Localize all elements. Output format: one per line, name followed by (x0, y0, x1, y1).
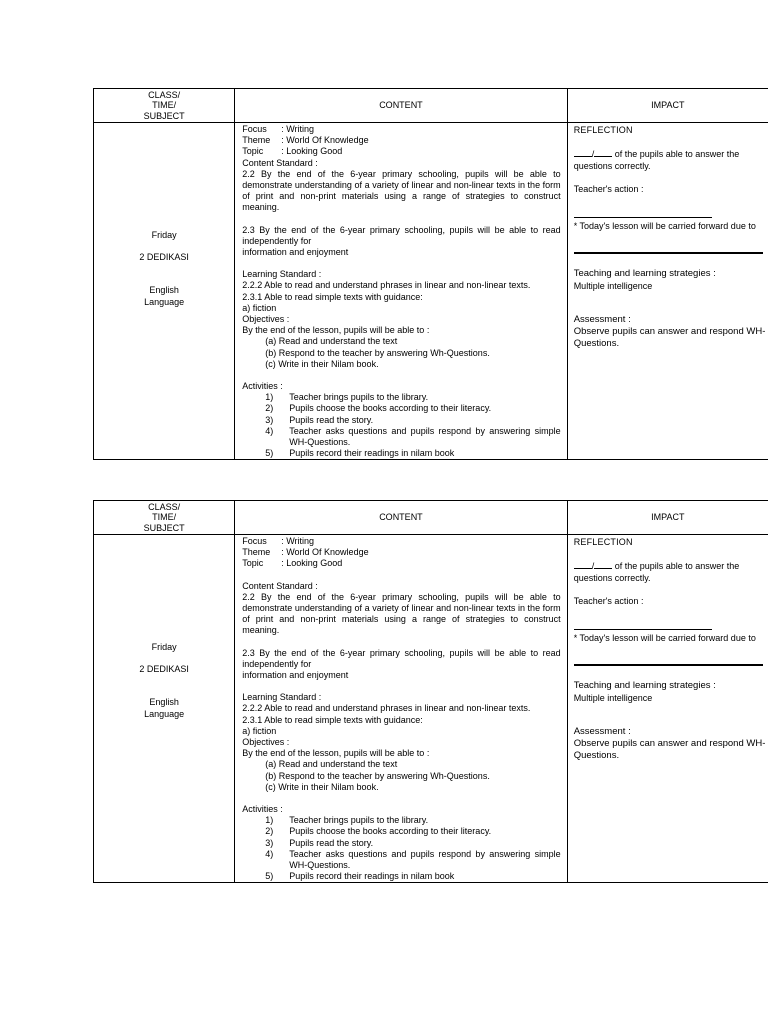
header-impact: IMPACT (567, 89, 768, 123)
activities-list (242, 392, 560, 459)
subject-line1: English (149, 285, 179, 296)
content-standard-2-3: 2.3 By the end of the 6-year primary schooling, pupils will be able to read independently for (242, 647, 561, 669)
objectives-label: Objectives : (242, 314, 290, 325)
learning-standard-fiction: a) fiction (242, 302, 277, 313)
activity-item (265, 826, 560, 837)
activity-item (265, 838, 560, 849)
activity-number: 3) (265, 414, 274, 425)
header-subject-label: SUBJECT (143, 522, 185, 533)
table-header-row (94, 89, 768, 123)
objective-a: (a) Read and understand the text (265, 759, 398, 770)
tls-value: Multiple intelligence (573, 281, 653, 291)
content-cell (235, 535, 567, 883)
tls-label: Teaching and learning strategies : (573, 268, 716, 279)
activity-item (265, 871, 560, 882)
header-time-label: TIME/ (152, 100, 177, 111)
focus-value: : Writing (281, 536, 315, 546)
lesson-plan-table-2 (93, 500, 768, 883)
tls-value: Multiple intelligence (573, 693, 653, 703)
theme-value: : World Of Knowledge (281, 547, 369, 558)
activity-item (265, 815, 560, 826)
theme-key: Theme (242, 135, 271, 146)
focus-key: Focus (242, 124, 267, 134)
impact-cell (567, 535, 768, 883)
objective-b: (b) Respond to the teacher by answering Wh-Questions. (265, 770, 490, 781)
focus-row (242, 124, 560, 135)
learning-standard-2-2-2: 2.2.2 Able to read and understand phrases in linear and non-linear texts. (242, 280, 531, 291)
assessment-label: Assessment : (573, 726, 631, 737)
header-class-time-subject (94, 501, 235, 535)
content-standard-2-2: 2.2 By the end of the 6-year primary schooling, pupils will be able to demonstrate understanding of a variety of linear and non-linear texts in the form of print and non-print materials using a range of strategies to construct meaning. (242, 591, 561, 636)
carried-forward-line[interactable] (574, 664, 763, 666)
topic-key: Topic (242, 558, 264, 569)
subject-line2: Language (144, 708, 185, 719)
objectives-label: Objectives : (242, 737, 290, 748)
teachers-action-label: Teacher's action : (573, 596, 644, 606)
header-content: CONTENT (235, 501, 567, 535)
activity-text: Teacher asks questions and pupils respond by answering simple WH-Questions. (289, 425, 561, 448)
activity-number: 1) (265, 392, 274, 403)
class-name-text: 2 DEDIKASI (139, 664, 189, 675)
activity-number: 2) (265, 403, 274, 414)
activity-number: 1) (265, 815, 274, 826)
fraction-text: / of the pupils able to answer the questions correctly. (573, 149, 740, 171)
activity-number: 3) (265, 837, 274, 848)
subject-line1: English (149, 697, 179, 708)
objectives-intro: By the end of the lesson, pupils will be able to : (242, 748, 430, 759)
activities-label: Activities : (242, 804, 283, 815)
content-standard-2-3-cont: information and enjoyment (242, 670, 349, 681)
carried-forward-line[interactable] (574, 252, 763, 254)
header-time-label: TIME/ (152, 512, 177, 523)
lesson-plan-table-1 (93, 88, 768, 460)
content-standard-label: Content Standard : (242, 580, 318, 591)
activity-text: Pupils choose the books according to their literacy. (289, 826, 492, 837)
reflection-label: REFLECTION (573, 125, 633, 135)
content-cell (235, 123, 567, 460)
activity-item (265, 403, 560, 414)
teachers-action-label: Teacher's action : (573, 184, 644, 194)
header-class-label: CLASS/ (148, 89, 181, 100)
table-body-row (94, 535, 768, 883)
assessment-value: Observe pupils can answer and respond WH-Questions. (573, 738, 766, 761)
content-standard-2-3-cont: information and enjoyment (242, 247, 349, 258)
objective-a: (a) Read and understand the text (265, 336, 398, 347)
topic-value: : Looking Good (281, 146, 343, 157)
day-text: Friday (151, 642, 177, 652)
carried-forward-note: * Today's lesson will be carried forward due to (573, 221, 756, 231)
learning-standard-2-3-1: 2.3.1 Able to read simple texts with guidance: (242, 291, 423, 302)
content-standard-2-2: 2.2 By the end of the 6-year primary schooling, pupils will be able to demonstrate understanding of a variety of linear and non-linear texts in the form of print and non-print materials using a range of strategies to construct meaning. (242, 168, 561, 213)
learning-standard-fiction: a) fiction (242, 725, 277, 736)
activity-number: 4) (265, 425, 274, 436)
objective-c: (c) Write in their Nilam book. (265, 358, 379, 369)
table-body-row (94, 123, 768, 460)
focus-key: Focus (242, 536, 267, 546)
activity-text: Pupils read the story. (289, 837, 374, 848)
learning-standard-2-3-1: 2.3.1 Able to read simple texts with guidance: (242, 714, 423, 725)
objective-b: (b) Respond to the teacher by answering Wh-Questions. (265, 347, 490, 358)
header-content: CONTENT (235, 89, 567, 123)
header-class-time-subject (94, 89, 235, 123)
reflection-label: REFLECTION (573, 537, 633, 547)
class-info-cell (94, 123, 235, 460)
header-subject-label: SUBJECT (143, 110, 185, 121)
class-name-text: 2 DEDIKASI (139, 252, 189, 263)
objectives-intro: By the end of the lesson, pupils will be able to : (242, 325, 430, 336)
activity-text: Pupils record their readings in nilam book (289, 871, 455, 882)
topic-key: Topic (242, 146, 264, 157)
learning-standard-label: Learning Standard : (242, 692, 322, 703)
activity-number: 5) (265, 448, 274, 459)
subject-line2: Language (144, 296, 185, 307)
activities-label: Activities : (242, 381, 283, 392)
topic-row (242, 146, 560, 157)
activity-item (265, 392, 560, 403)
activity-item (265, 849, 560, 871)
topic-value: : Looking Good (281, 558, 343, 569)
header-class-label: CLASS/ (148, 501, 181, 512)
activity-number: 5) (265, 871, 274, 882)
activity-text: Teacher asks questions and pupils respond by answering simple WH-Questions. (289, 848, 561, 871)
fraction-text: / of the pupils able to answer the questions correctly. (573, 561, 740, 583)
assessment-value: Observe pupils can answer and respond WH-Questions. (573, 326, 766, 349)
day-text: Friday (151, 230, 177, 240)
theme-row (242, 135, 560, 146)
activity-text: Teacher brings pupils to the library. (289, 815, 429, 826)
content-standard-2-3: 2.3 By the end of the 6-year primary schooling, pupils will be able to read independently for (242, 224, 561, 246)
activity-number: 2) (265, 826, 274, 837)
activity-text: Pupils record their readings in nilam book (289, 448, 455, 459)
objective-c: (c) Write in their Nilam book. (265, 781, 379, 792)
header-impact: IMPACT (567, 501, 768, 535)
class-info-cell (94, 535, 235, 883)
carried-forward-note: * Today's lesson will be carried forward due to (573, 633, 756, 643)
table-header-row (94, 501, 768, 535)
theme-key: Theme (242, 547, 271, 558)
activity-text: Teacher brings pupils to the library. (289, 392, 429, 403)
topic-row (242, 558, 560, 569)
impact-cell (567, 123, 768, 460)
assessment-label: Assessment : (573, 314, 631, 325)
teachers-action-line[interactable] (574, 211, 712, 218)
activity-item (265, 415, 560, 426)
activity-text: Pupils choose the books according to their literacy. (289, 403, 492, 414)
focus-row (242, 536, 560, 547)
activity-item (265, 448, 560, 459)
theme-value: : World Of Knowledge (281, 135, 369, 146)
content-standard-label: Content Standard : (242, 157, 318, 168)
teachers-action-line[interactable] (574, 623, 712, 630)
activities-list (242, 815, 560, 882)
learning-standard-label: Learning Standard : (242, 269, 322, 280)
activity-number: 4) (265, 848, 274, 859)
focus-value: : Writing (281, 124, 315, 134)
tls-label: Teaching and learning strategies : (573, 680, 716, 691)
learning-standard-2-2-2: 2.2.2 Able to read and understand phrases in linear and non-linear texts. (242, 703, 531, 714)
theme-row (242, 547, 560, 558)
activity-text: Pupils read the story. (289, 414, 374, 425)
activity-item (265, 426, 560, 448)
